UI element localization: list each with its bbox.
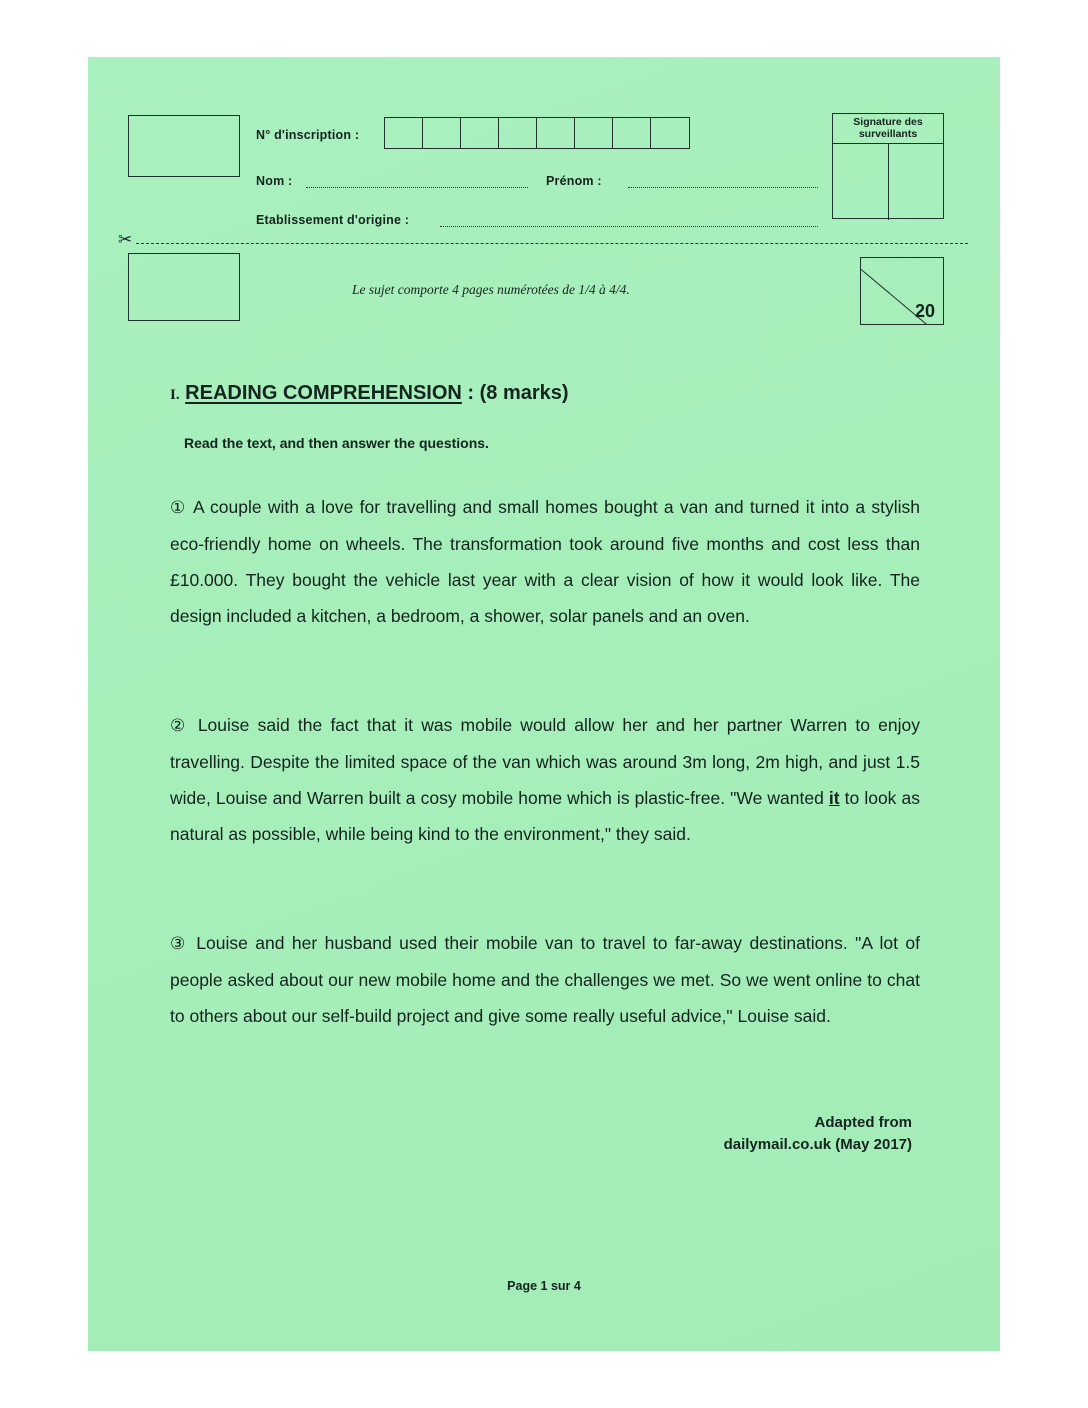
section-roman: I. [170, 387, 180, 403]
source-line-2: dailymail.co.uk (May 2017) [723, 1136, 912, 1153]
registration-cell[interactable] [385, 118, 423, 148]
school-field[interactable] [440, 226, 818, 227]
firstname-label: Prénom : [546, 174, 602, 188]
paragraph-1 [170, 489, 920, 634]
instruction-text: Read the text, and then answer the questions. [184, 435, 489, 451]
signature-box-title [833, 114, 943, 144]
source-line-1: Adapted from [814, 1114, 912, 1131]
cut-line [136, 243, 968, 244]
left-bottom-box [128, 253, 240, 321]
firstname-field[interactable] [628, 187, 818, 188]
name-label: Nom : [256, 174, 293, 188]
page-footer: Page 1 sur 4 [507, 1279, 581, 1293]
registration-cell[interactable] [537, 118, 575, 148]
school-label: Etablissement d'origine : [256, 213, 410, 227]
paragraph-2-body-b: to look as natural as possible, while being kind to the environment," they said. [170, 788, 920, 844]
registration-cell[interactable] [461, 118, 499, 148]
paragraph-3-body: Louise and her husband used their mobile van to travel to far-away destinations. "A lot of people asked about our new mobile home and the challenges we met. So we went online to chat to others about our self-build project and give some really useful advice," Louise said. [170, 933, 920, 1026]
scissors-icon: ✂ [118, 230, 133, 249]
paragraph-1-body: A couple with a love for travelling and small homes bought a van and turned it into a stylish eco-friendly home on wheels. The transformation took around five months and cost less than £10.000. They bought the vehicle last year with a clear vision of how it would look like. The design included a kitchen, a bedroom, a shower, solar panels and an oven. [170, 497, 920, 626]
registration-label: N° d'inscription : [256, 128, 360, 142]
signature-box [832, 113, 944, 219]
pages-note: Le sujet comporte 4 pages numérotées de 1/4 à 4/4. [352, 282, 630, 297]
paragraph-1-number: ① [170, 498, 188, 517]
name-field[interactable] [306, 187, 528, 188]
mark-box [860, 257, 944, 325]
registration-cell[interactable] [499, 118, 537, 148]
left-top-box [128, 115, 240, 177]
registration-cell[interactable] [575, 118, 613, 148]
registration-number-grid[interactable] [384, 117, 690, 149]
paragraph-2-underlined-word: it [828, 788, 840, 808]
exam-header [88, 57, 1000, 347]
registration-cell[interactable] [613, 118, 651, 148]
mark-total: 20 [914, 301, 935, 321]
paragraph-2-number: ② [170, 716, 190, 735]
source-credit [724, 1112, 912, 1156]
section-marks: : (8 marks) [467, 382, 569, 404]
paragraph-3 [170, 925, 920, 1034]
page-title [170, 382, 569, 405]
signature-divider [888, 144, 889, 220]
section-heading: READING COMPREHENSION [185, 382, 462, 404]
registration-cell[interactable] [423, 118, 461, 148]
exam-page [88, 57, 1000, 1351]
paragraph-3-number: ③ [170, 934, 189, 953]
signature-title-line2: surveillants [858, 127, 918, 140]
registration-cell[interactable] [651, 118, 689, 148]
paragraph-2 [170, 707, 920, 852]
signature-title-line1: Signature des [853, 116, 923, 128]
paragraph-2-body-a: Louise said the fact that it was mobile would allow her and her partner Warren to enjoy travelling. Despite the limited space of the van which was around 3m long, 2m high, and just 1.5 wide, Louise and Warren built a cosy mobile home which is plastic-free. "We wanted [170, 715, 920, 808]
